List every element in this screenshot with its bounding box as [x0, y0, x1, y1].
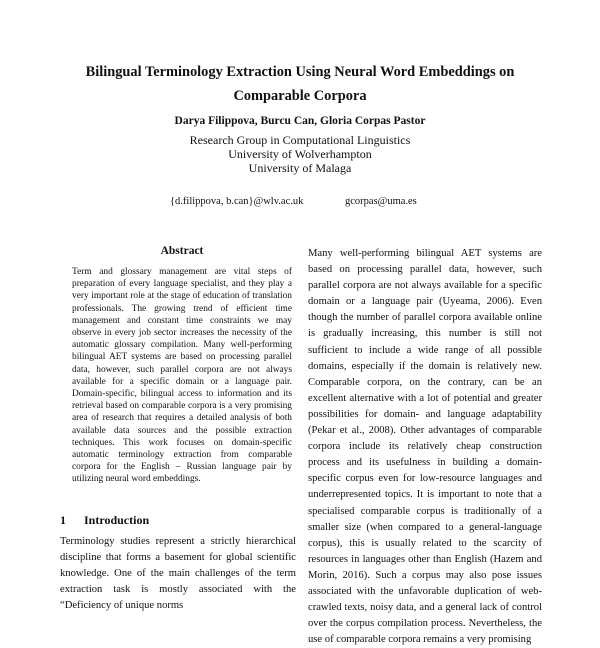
affiliation-block — [40, 133, 560, 175]
paper-title — [40, 60, 560, 108]
right-column-text: Many well-performing bilingual AET systems are based on processing parallel data, however, such parallel corpora are not always available for a specific domain or a language pair (Uyeama, 2006). Even though the number of parallel corpora available online is gradually increasing, this number is still not sufficient to include a wide range of all possible domains, especially if the domain is relatively new. Comparable corpora, on the contrary, can be an excellent alternative with a lot of potential and greater possibilities for domain- and language adaptability (Pekar et al., 2008). Other advantages of comparable corpora include its relatively cheap construction process and its usefulness in building a domain-specific corpus even for low-resource languages and underrepresented topics. It is important to note that a specialised comparable corpus is traditionally of a smaller size (when compared to a general-language corpus), this is usually related to the scarcity of resources in languages other than English (Hazem and Morin, 2016). Such a corpus may also pose issues associated with the unfavorable duplication of web-crawled texts, noisy data, and a general lack of control over the corpus compilation process. Nevertheless, the use of comparable corpora remains a very promising — [308, 248, 542, 646]
paper-title-line-1: Bilingual Terminology Extraction Using Neural Word Embeddings on — [85, 64, 515, 80]
author-list: Darya Filippova, Burcu Can, Gloria Corpas Pastor — [174, 115, 426, 127]
affiliation-line: University of Wolverhampton — [228, 147, 372, 161]
abstract-heading: Abstract — [160, 245, 204, 257]
author-email: {d.filippova, b.can}@wlv.ac.uk — [170, 196, 304, 207]
affiliation-line: University of Malaga — [248, 161, 352, 175]
introduction-text: Terminology studies represent a strictly hierarchical discipline that forms a basement for global scientific knowledge. One of the main challenges of the term extraction task is mostly associated with the “Deficiency of unique norms — [60, 536, 296, 612]
paper-title-line-2: Comparable Corpora — [233, 88, 367, 104]
section-heading-introduction — [60, 513, 300, 527]
section-title: Introduction — [84, 513, 150, 527]
abstract-text: Term and glossary management are vital steps of preparation of every language specialist, and they play a very important role at the stage of education of translation professionals. The growing trend of efficient time management and constant time constraints we may observe in every job sector increases the necessity of the automatic glossary compilation. Many well-performing bilingual AET systems are based on processing parallel data, however, such parallel corpora are not always available for a specific domain or a language pair. Domain-specific, bilingual access to information and its retrieval based on comparable corpora is a very promising area of research that requires a detailed analysis of both available data sources and the possible extraction techniques. This work focuses on domain-specific automatic terminology extraction from comparable corpora for the English – Russian language pair by utilizing neural word embeddings. — [72, 267, 292, 485]
section-number: 1 — [60, 513, 66, 527]
author-email: gcorpas@uma.es — [345, 196, 417, 207]
affiliation-line: Research Group in Computational Linguistics — [189, 133, 411, 147]
